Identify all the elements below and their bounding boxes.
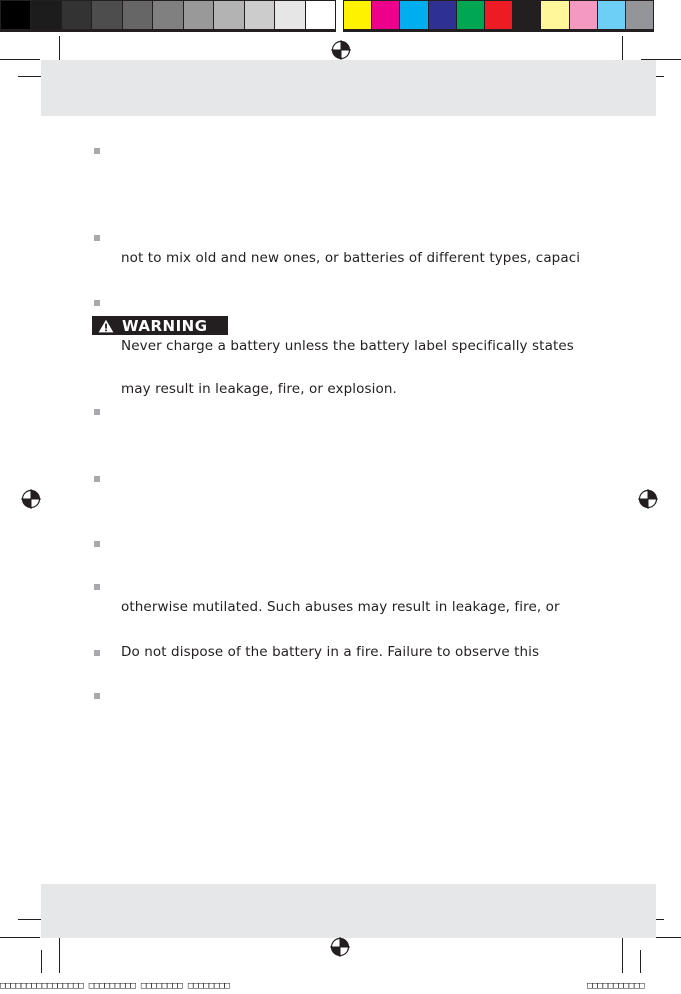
process-color-bar: [343, 0, 654, 32]
header-panel: [41, 60, 656, 116]
registration-target-icon: [330, 937, 350, 957]
footer-panel: [41, 884, 656, 938]
color-swatch: [429, 1, 456, 29]
square-bullet-icon: [94, 409, 100, 415]
warning-label: WARNING: [122, 316, 208, 335]
color-swatch: [598, 1, 625, 29]
color-swatch: [245, 1, 274, 29]
warning-badge: [92, 316, 228, 335]
color-swatch: [306, 1, 335, 29]
color-swatch: [541, 1, 568, 29]
square-bullet-icon: [94, 650, 100, 656]
color-swatch: [153, 1, 182, 29]
footer-slug-right: □□□□□□□□□□□: [587, 981, 645, 991]
registration-target-icon: [21, 489, 41, 509]
text-line: Never charge a battery unless the battery label specifically states: [121, 338, 574, 354]
crop-mark: [622, 933, 623, 973]
color-swatch: [275, 1, 304, 29]
crop-mark: [0, 937, 40, 938]
crop-mark: [0, 59, 40, 60]
color-swatch: [184, 1, 213, 29]
color-swatch: [62, 1, 91, 29]
color-swatch: [31, 1, 60, 29]
color-swatch: [626, 1, 653, 29]
color-swatch: [400, 1, 427, 29]
square-bullet-icon: [94, 541, 100, 547]
color-swatch: [513, 1, 540, 29]
color-swatch: [485, 1, 512, 29]
color-swatch: [457, 1, 484, 29]
registration-target-icon: [638, 489, 658, 509]
square-bullet-icon: [94, 476, 100, 482]
crop-mark: [18, 919, 42, 920]
color-swatch: [123, 1, 152, 29]
color-swatch: [214, 1, 243, 29]
crop-mark: [41, 950, 42, 973]
text-line: Do not dispose of the battery in a fire. Failure to observe this: [121, 644, 540, 660]
square-bullet-icon: [94, 693, 100, 699]
square-bullet-icon: [94, 148, 100, 154]
color-swatch: [1, 1, 30, 29]
square-bullet-icon: [94, 584, 100, 590]
text-line: may result in leakage, fire, or explosion.: [121, 381, 397, 397]
warning-triangle-icon: [98, 319, 114, 333]
color-swatch: [372, 1, 399, 29]
grayscale-color-bar: [0, 0, 336, 32]
crop-mark: [59, 933, 60, 973]
color-swatch: [570, 1, 597, 29]
color-swatch: [92, 1, 121, 29]
square-bullet-icon: [94, 235, 100, 241]
color-swatch: [344, 1, 371, 29]
crop-mark: [640, 950, 641, 973]
footer-slug-left: □□□□□□□□□□□□□□□□ □□□□□□□□□ □□□□□□□□ □□□□□□□□: [0, 981, 230, 991]
crop-mark: [18, 76, 42, 77]
square-bullet-icon: [94, 300, 100, 306]
text-line: otherwise mutilated. Such abuses may result in leakage, fire, or: [121, 599, 560, 615]
text-line: not to mix old and new ones, or batteries of different types, capaci: [121, 250, 581, 266]
registration-target-icon: [331, 40, 351, 60]
